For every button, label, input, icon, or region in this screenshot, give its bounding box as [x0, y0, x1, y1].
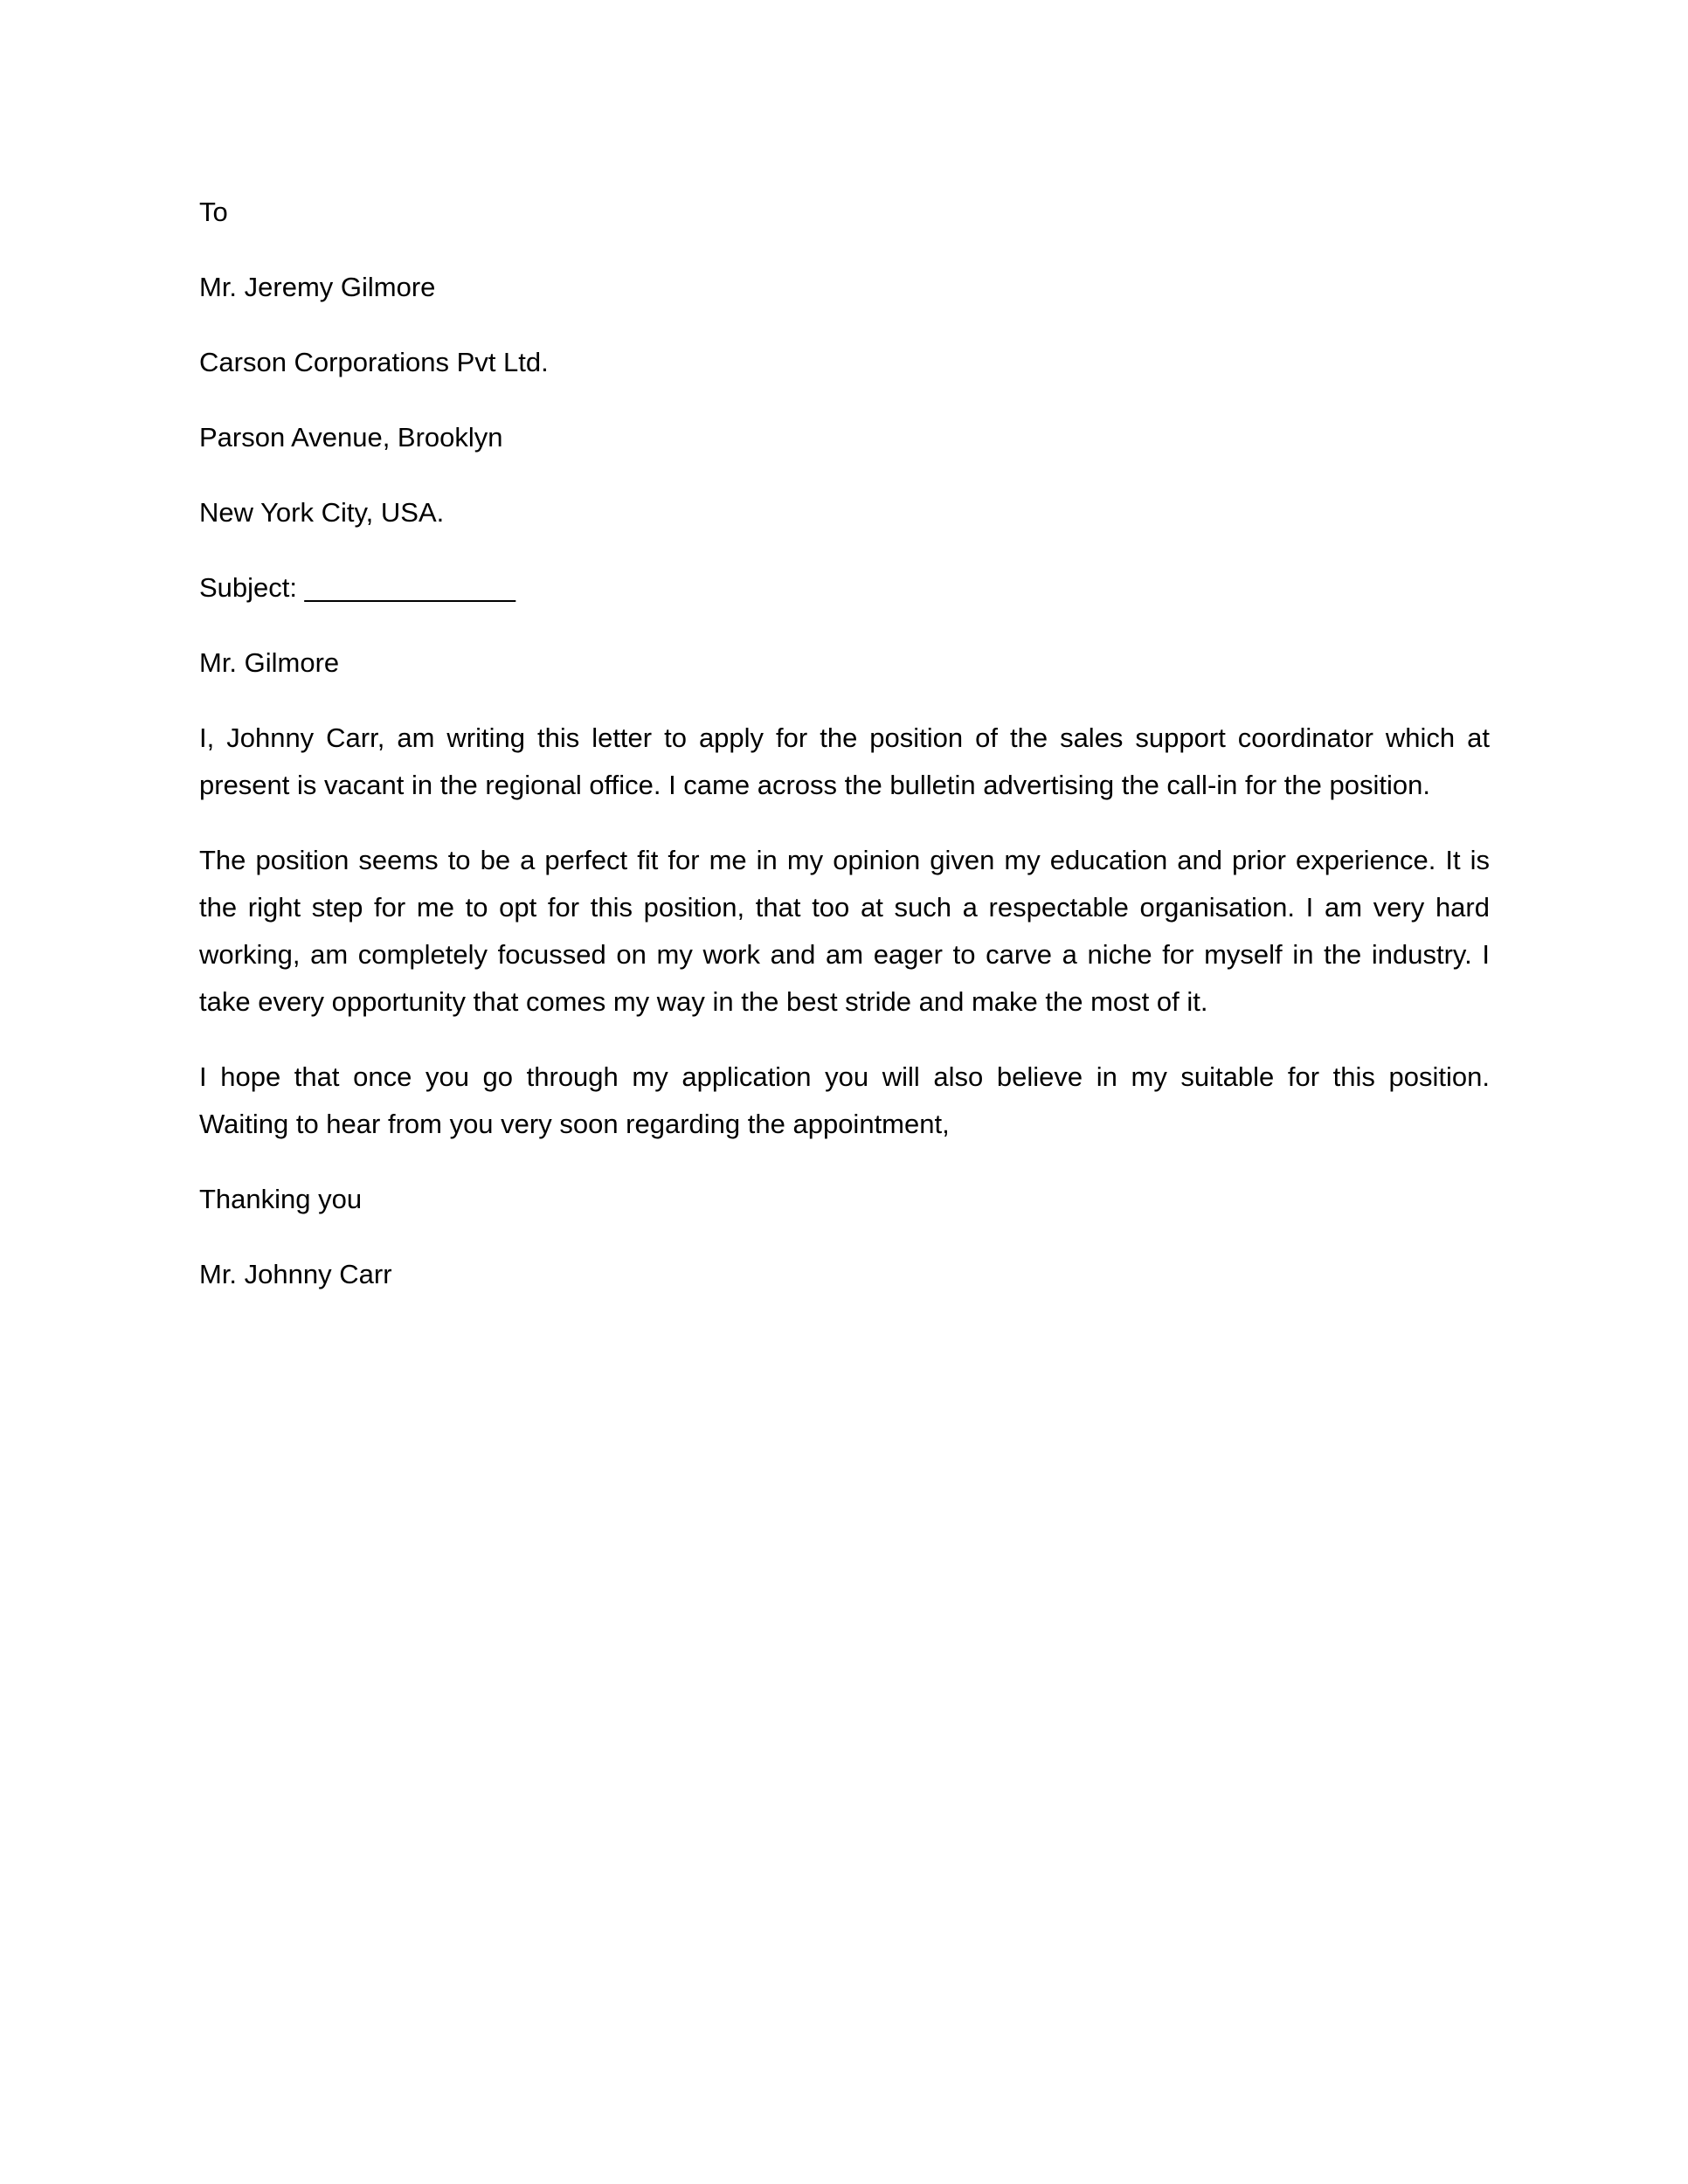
- closing-thanks: [199, 1176, 1490, 1223]
- address-line-company: Carson Corporations Pvt Ltd.: [199, 347, 549, 377]
- address-line-to: To: [199, 197, 228, 227]
- body-paragraph-3: [199, 1054, 1490, 1148]
- body-paragraph-1: [199, 715, 1490, 809]
- paragraph-line: I, Johnny Carr, am writing this letter to apply for the position of the sales support coordinator which at: [199, 722, 1490, 753]
- paragraph-line: Waiting to hear from you very soon regarding the appointment,: [199, 1109, 950, 1139]
- paragraph-line: the right step for me to opt for this position, that too at such a respectable organisation. I am very hard: [199, 892, 1490, 923]
- closing-thanks-line: Thanking you: [199, 1184, 363, 1214]
- recipient-city: [199, 489, 1490, 536]
- paragraph-line: present is vacant in the regional office. I came across the bulletin advertising the call-in for the position.: [199, 770, 1430, 800]
- paragraph-line: I hope that once you go through my application you will also believe in my suitable for this position.: [199, 1061, 1490, 1092]
- paragraph-line: take every opportunity that comes my way in the best stride and make the most of it.: [199, 986, 1208, 1017]
- subject-line: [199, 564, 1490, 612]
- subject-spacer: [297, 572, 305, 603]
- body-paragraph-2: [199, 837, 1490, 1026]
- paragraph-line: working, am completely focussed on my work and am eager to carve a niche for myself in the industry. I: [199, 939, 1490, 970]
- signature-line: Mr. Johnny Carr: [199, 1259, 392, 1289]
- subject-blank-line: ______________: [304, 572, 516, 603]
- recipient-company: [199, 339, 1490, 386]
- address-line-street: Parson Avenue, Brooklyn: [199, 422, 503, 453]
- address-line-city: New York City, USA.: [199, 497, 445, 528]
- paragraph-line: The position seems to be a perfect fit for me in my opinion given my education and prior experience. It is: [199, 845, 1490, 875]
- salutation: [199, 639, 1490, 687]
- salutation-line: Mr. Gilmore: [199, 647, 340, 678]
- address-line-name: Mr. Jeremy Gilmore: [199, 272, 436, 302]
- subject-block: [199, 564, 1490, 612]
- recipient-prefix: [199, 189, 1490, 236]
- subject-label: Subject:: [199, 572, 298, 603]
- recipient-street: [199, 414, 1490, 461]
- signature: [199, 1251, 1490, 1298]
- recipient-name: [199, 264, 1490, 311]
